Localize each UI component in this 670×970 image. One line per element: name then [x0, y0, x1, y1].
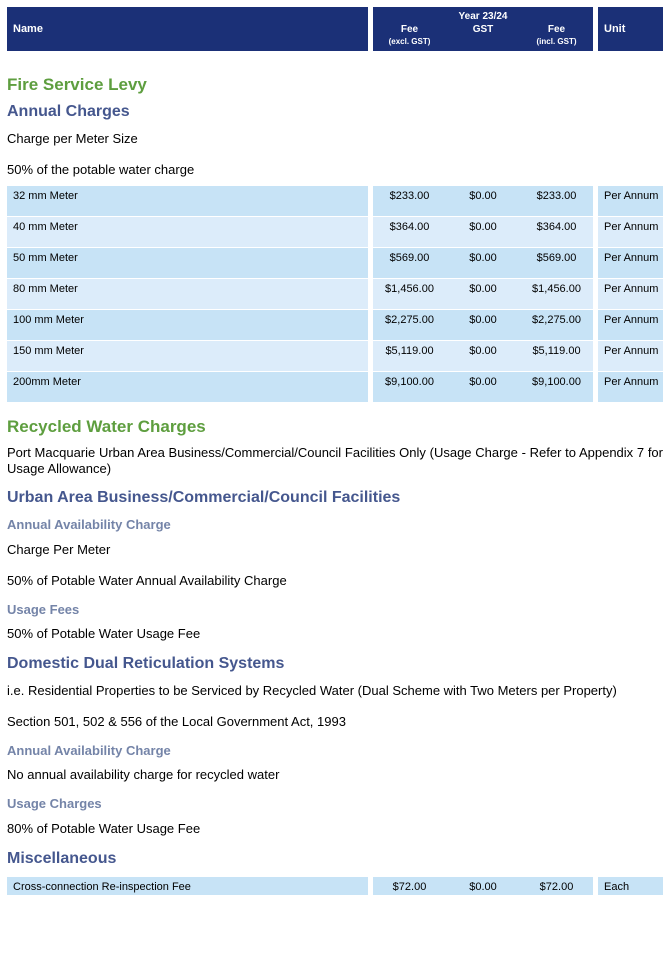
domestic-usage-title: Usage Charges	[7, 796, 102, 811]
row-unit-cell	[598, 877, 663, 895]
row-fee-cell	[373, 372, 446, 402]
row-fee: $5,119.00	[385, 345, 434, 357]
row-name: 80 mm Meter	[13, 283, 78, 295]
annual-charges-title: Annual Charges	[7, 103, 130, 120]
header-unit-cell	[598, 7, 663, 51]
row-name: 150 mm Meter	[13, 345, 84, 357]
row-name-cell	[7, 279, 368, 309]
domestic-line-1: i.e. Residential Properties to be Serviced by Recycled Water (Dual Scheme with Two Meters per Property)	[7, 683, 617, 698]
row-fee-incl: $364.00	[536, 221, 577, 233]
table-row	[7, 310, 663, 340]
row-name: 50 mm Meter	[13, 252, 78, 264]
row-unit: Per Annum	[604, 252, 659, 264]
row-gst: $0.00	[469, 881, 497, 893]
row-gst: $0.00	[469, 190, 497, 202]
row-fee-incl-cell	[520, 341, 593, 371]
row-fee: $569.00	[389, 252, 430, 264]
row-unit-cell	[598, 217, 663, 247]
header-name-label: Name	[13, 23, 43, 35]
row-fee: $9,100.00	[385, 376, 434, 388]
row-fee-incl-cell	[520, 217, 593, 247]
row-gst-cell	[446, 877, 520, 895]
row-gst: $0.00	[469, 252, 497, 264]
row-fee-incl: $233.00	[536, 190, 577, 202]
row-fee-incl-cell	[520, 186, 593, 216]
row-gst: $0.00	[469, 221, 497, 233]
fire-levy-title: Fire Service Levy	[7, 75, 147, 94]
row-unit-cell	[598, 248, 663, 278]
row-unit-cell	[598, 310, 663, 340]
domestic-title: Domestic Dual Reticulation Systems	[7, 655, 285, 672]
domestic-line-2: Section 501, 502 & 556 of the Local Government Act, 1993	[7, 714, 346, 729]
row-name-cell	[7, 248, 368, 278]
table-row	[7, 341, 663, 371]
recycled-intro: Port Macquarie Urban Area Business/Commercial/Council Facilities Only (Usage Charge - Refer to Appendix 7 for Usage Allowance)	[7, 445, 663, 476]
row-fee-incl: $72.00	[539, 881, 574, 893]
row-gst-cell	[446, 279, 520, 309]
row-fee-incl: $5,119.00	[532, 345, 581, 357]
row-gst-cell	[446, 341, 520, 371]
urban-availability-line-1: Charge Per Meter	[7, 542, 111, 557]
row-fee-cell	[373, 310, 446, 340]
row-fee-cell	[373, 341, 446, 371]
row-name-cell	[7, 186, 368, 216]
domestic-usage-line: 80% of Potable Water Usage Fee	[7, 821, 201, 836]
table-row	[7, 217, 663, 247]
row-fee-cell	[373, 248, 446, 278]
row-gst: $0.00	[469, 314, 497, 326]
row-gst-cell	[446, 248, 520, 278]
row-fee-incl-cell	[520, 310, 593, 340]
table-row	[7, 248, 663, 278]
row-fee-incl-cell	[520, 279, 593, 309]
urban-usage-title: Usage Fees	[7, 602, 80, 617]
row-fee-incl: $569.00	[536, 252, 577, 264]
row-name: 40 mm Meter	[13, 221, 78, 233]
row-fee: $233.00	[389, 190, 430, 202]
row-fee-incl-cell	[520, 877, 593, 895]
row-name-cell	[7, 877, 368, 895]
row-name: 100 mm Meter	[13, 314, 84, 326]
row-unit-cell	[598, 186, 663, 216]
row-name: 200mm Meter	[13, 376, 81, 388]
header-fee-label: Fee	[400, 24, 419, 35]
row-unit: Per Annum	[604, 376, 659, 388]
table-row	[7, 186, 663, 216]
row-unit: Per Annum	[604, 314, 659, 326]
row-gst: $0.00	[469, 345, 497, 357]
row-fee: $72.00	[392, 881, 427, 893]
table-row	[7, 279, 663, 309]
row-fee-incl: $9,100.00	[532, 376, 581, 388]
row-unit-cell	[598, 279, 663, 309]
row-name: 32 mm Meter	[13, 190, 78, 202]
row-unit: Per Annum	[604, 190, 659, 202]
urban-area-title: Urban Area Business/Commercial/Council Facilities	[7, 489, 401, 506]
row-gst-cell	[446, 217, 520, 247]
row-unit: Per Annum	[604, 283, 659, 295]
row-gst: $0.00	[469, 283, 497, 295]
row-fee: $1,456.00	[385, 283, 434, 295]
row-fee-incl-cell	[520, 372, 593, 402]
header-fee-incl	[520, 24, 593, 48]
row-unit-cell	[598, 341, 663, 371]
header-year-label: Year 23/24	[458, 11, 508, 22]
row-fee-incl: $1,456.00	[532, 283, 581, 295]
fire-levy-line-1: Charge per Meter Size	[7, 131, 138, 146]
header-fee-excl	[373, 24, 446, 48]
row-name-cell	[7, 372, 368, 402]
row-name: Cross-connection Re-inspection Fee	[13, 881, 191, 893]
urban-availability-title: Annual Availability Charge	[7, 517, 171, 532]
row-name-cell	[7, 217, 368, 247]
row-fee-cell	[373, 186, 446, 216]
row-fee-cell	[373, 279, 446, 309]
row-fee: $2,275.00	[385, 314, 434, 326]
row-unit: Per Annum	[604, 345, 659, 357]
urban-availability-line-2: 50% of Potable Water Annual Availability Charge	[7, 573, 287, 588]
domestic-availability-line: No annual availability charge for recycled water	[7, 767, 280, 782]
fire-levy-line-2: 50% of the potable water charge	[7, 162, 195, 177]
row-gst: $0.00	[469, 376, 497, 388]
table-row	[7, 877, 663, 895]
header-fee-incl-label: Fee	[547, 24, 566, 35]
row-gst-cell	[446, 186, 520, 216]
row-fee-incl-cell	[520, 248, 593, 278]
row-fee: $364.00	[389, 221, 430, 233]
header-fee-incl-note: (incl. GST)	[536, 37, 577, 46]
recycled-water-title: Recycled Water Charges	[7, 417, 206, 436]
table-header	[7, 7, 663, 51]
header-unit-label: Unit	[604, 23, 626, 35]
header-year-cell	[373, 7, 593, 51]
row-name-cell	[7, 341, 368, 371]
row-unit-cell	[598, 372, 663, 402]
row-gst-cell	[446, 372, 520, 402]
row-gst-cell	[446, 310, 520, 340]
domestic-availability-title: Annual Availability Charge	[7, 743, 171, 758]
row-name-cell	[7, 310, 368, 340]
row-unit: Each	[604, 881, 630, 893]
row-unit: Per Annum	[604, 221, 659, 233]
row-fee-cell	[373, 877, 446, 895]
header-name-cell	[7, 7, 368, 51]
header-gst-label: GST	[472, 24, 494, 35]
row-fee-incl: $2,275.00	[532, 314, 581, 326]
row-fee-cell	[373, 217, 446, 247]
urban-usage-line: 50% of Potable Water Usage Fee	[7, 626, 201, 641]
header-fee-note: (excl. GST)	[388, 37, 431, 46]
header-gst	[446, 24, 520, 36]
table-row	[7, 372, 663, 402]
miscellaneous-title: Miscellaneous	[7, 850, 117, 867]
